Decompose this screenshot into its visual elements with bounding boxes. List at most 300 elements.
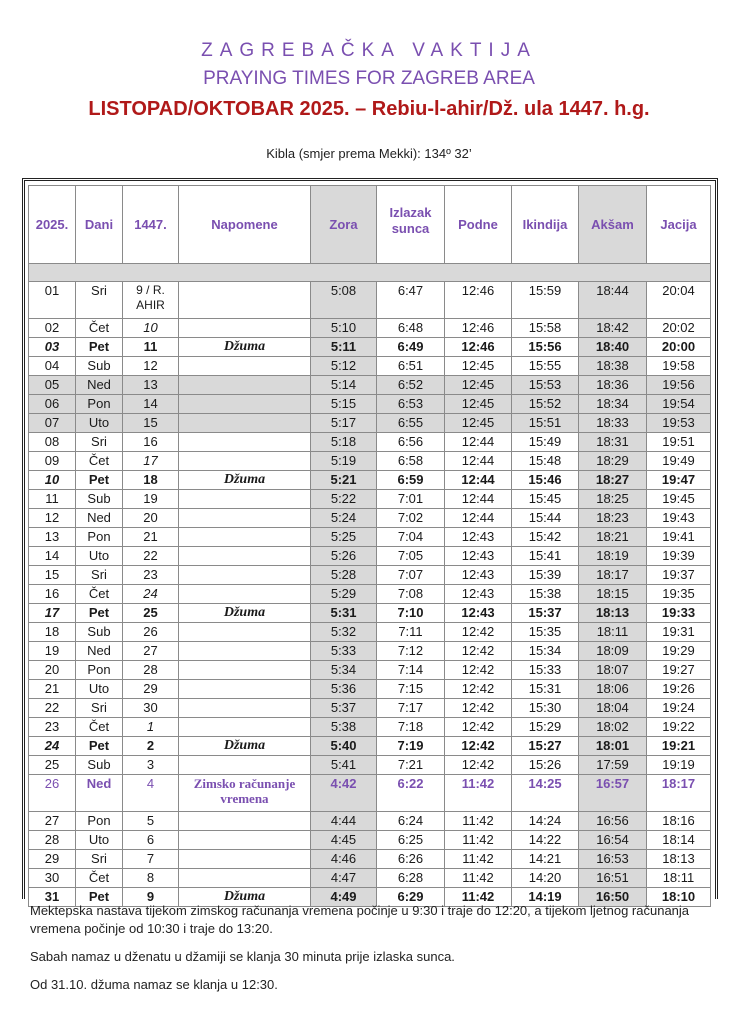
cell-jacija: 19:26	[647, 680, 711, 699]
cell-jacija: 19:33	[647, 604, 711, 623]
cell-hijri: 3	[123, 756, 179, 775]
cell-day: Ned	[76, 509, 123, 528]
footer-notes	[30, 902, 720, 1004]
cell-day: Ned	[76, 642, 123, 661]
cell-ikindija: 15:51	[512, 414, 579, 433]
cell-podne: 12:46	[445, 319, 512, 338]
cell-ikindija: 15:48	[512, 452, 579, 471]
cell-izlazak: 7:02	[377, 509, 445, 528]
cell-ikindija: 15:46	[512, 471, 579, 490]
cell-note	[179, 282, 311, 319]
cell-zora: 4:44	[311, 812, 377, 831]
cell-izlazak: 7:11	[377, 623, 445, 642]
cell-zora: 5:33	[311, 642, 377, 661]
cell-hijri: 25	[123, 604, 179, 623]
cell-ikindija: 15:41	[512, 547, 579, 566]
cell-hijri: 14	[123, 395, 179, 414]
cell-day: Uto	[76, 414, 123, 433]
cell-date: 13	[29, 528, 76, 547]
cell-aksam: 18:04	[579, 699, 647, 718]
cell-jacija: 19:29	[647, 642, 711, 661]
cell-zora: 4:46	[311, 850, 377, 869]
cell-podne: 12:43	[445, 566, 512, 585]
cell-date: 15	[29, 566, 76, 585]
cell-podne: 12:43	[445, 547, 512, 566]
cell-hijri: 9	[123, 888, 179, 907]
cell-ikindija: 15:55	[512, 357, 579, 376]
cell-note	[179, 661, 311, 680]
cell-zora: 5:29	[311, 585, 377, 604]
table-row	[29, 812, 711, 831]
cell-date: 31	[29, 888, 76, 907]
cell-aksam: 18:29	[579, 452, 647, 471]
cell-zora: 5:15	[311, 395, 377, 414]
page-subtitle: PRAYING TIMES FOR ZAGREB AREA	[203, 68, 535, 89]
col-header-year: 2025.	[29, 186, 76, 264]
col-header-ikindija: Ikindija	[512, 186, 579, 264]
cell-izlazak: 6:55	[377, 414, 445, 433]
cell-ikindija: 15:45	[512, 490, 579, 509]
cell-zora: 5:31	[311, 604, 377, 623]
cell-date: 02	[29, 319, 76, 338]
cell-jacija: 19:47	[647, 471, 711, 490]
cell-zora: 5:08	[311, 282, 377, 319]
cell-hijri: 11	[123, 338, 179, 357]
cell-podne: 12:42	[445, 661, 512, 680]
cell-izlazak: 6:56	[377, 433, 445, 452]
cell-izlazak: 6:29	[377, 888, 445, 907]
table-row	[29, 357, 711, 376]
cell-jacija: 19:49	[647, 452, 711, 471]
cell-note	[179, 528, 311, 547]
cell-day: Uto	[76, 680, 123, 699]
cell-ikindija: 14:21	[512, 850, 579, 869]
cell-aksam: 18:01	[579, 737, 647, 756]
cell-date: 07	[29, 414, 76, 433]
cell-zora: 5:24	[311, 509, 377, 528]
table-row	[29, 452, 711, 471]
cell-podne: 12:45	[445, 357, 512, 376]
cell-date: 01	[29, 282, 76, 319]
cell-hijri: 22	[123, 547, 179, 566]
cell-day: Pon	[76, 812, 123, 831]
cell-ikindija: 14:19	[512, 888, 579, 907]
cell-izlazak: 6:25	[377, 831, 445, 850]
cell-note	[179, 680, 311, 699]
cell-izlazak: 7:19	[377, 737, 445, 756]
cell-podne: 12:42	[445, 623, 512, 642]
cell-jacija: 18:10	[647, 888, 711, 907]
cell-jacija: 20:04	[647, 282, 711, 319]
cell-izlazak: 6:26	[377, 850, 445, 869]
table-row	[29, 414, 711, 433]
cell-zora: 4:47	[311, 869, 377, 888]
cell-date: 06	[29, 395, 76, 414]
cell-zora: 5:19	[311, 452, 377, 471]
cell-day: Pon	[76, 395, 123, 414]
cell-hijri: 2	[123, 737, 179, 756]
cell-ikindija: 15:49	[512, 433, 579, 452]
cell-aksam: 18:06	[579, 680, 647, 699]
footer-note-dzuma: Od 31.10. džuma namaz se klanja u 12:30.	[30, 977, 278, 992]
cell-note: Džuma	[179, 604, 311, 623]
cell-jacija: 18:14	[647, 831, 711, 850]
cell-zora: 5:28	[311, 566, 377, 585]
cell-ikindija: 15:26	[512, 756, 579, 775]
kibla-direction: Kibla (smjer prema Mekki): 134º 32’	[266, 146, 472, 161]
cell-day: Čet	[76, 585, 123, 604]
cell-zora: 5:14	[311, 376, 377, 395]
cell-note	[179, 395, 311, 414]
col-header-izlazak: Izlazak sunca	[377, 186, 445, 264]
cell-ikindija: 14:24	[512, 812, 579, 831]
cell-podne: 12:42	[445, 699, 512, 718]
cell-aksam: 16:50	[579, 888, 647, 907]
cell-izlazak: 6:49	[377, 338, 445, 357]
cell-izlazak: 6:52	[377, 376, 445, 395]
cell-podne: 12:46	[445, 282, 512, 319]
cell-podne: 12:45	[445, 395, 512, 414]
cell-hijri: 24	[123, 585, 179, 604]
cell-zora: 5:21	[311, 471, 377, 490]
cell-date: 21	[29, 680, 76, 699]
cell-podne: 12:43	[445, 585, 512, 604]
cell-hijri: 4	[123, 775, 179, 812]
cell-jacija: 18:11	[647, 869, 711, 888]
table-row	[29, 490, 711, 509]
cell-aksam: 18:17	[579, 566, 647, 585]
cell-date: 17	[29, 604, 76, 623]
cell-note	[179, 585, 311, 604]
cell-date: 23	[29, 718, 76, 737]
cell-ikindija: 15:37	[512, 604, 579, 623]
page-title: ZAGREBAČKA VAKTIJA	[201, 40, 537, 61]
cell-zora: 5:18	[311, 433, 377, 452]
cell-ikindija: 14:25	[512, 775, 579, 812]
cell-izlazak: 7:18	[377, 718, 445, 737]
cell-day: Sub	[76, 623, 123, 642]
cell-izlazak: 6:47	[377, 282, 445, 319]
cell-izlazak: 7:12	[377, 642, 445, 661]
table-row	[29, 395, 711, 414]
footer-note-mekteb: Mektepska nastava tijekom zimskog računanja vremena počinje u 9:30 i traje do 12:20, a tijekom ljetnog računanja vremena počinje od 10:30 i traje do 13:20.	[30, 903, 690, 936]
cell-zora: 4:49	[311, 888, 377, 907]
cell-jacija: 18:17	[647, 775, 711, 812]
cell-podne: 11:42	[445, 775, 512, 812]
cell-podne: 11:42	[445, 812, 512, 831]
cell-hijri: 23	[123, 566, 179, 585]
table-row	[29, 756, 711, 775]
cell-note	[179, 831, 311, 850]
cell-izlazak: 7:08	[377, 585, 445, 604]
cell-zora: 5:36	[311, 680, 377, 699]
table-row	[29, 376, 711, 395]
cell-note: Džuma	[179, 888, 311, 907]
cell-jacija: 19:19	[647, 756, 711, 775]
cell-note	[179, 699, 311, 718]
cell-jacija: 19:31	[647, 623, 711, 642]
table-row	[29, 831, 711, 850]
cell-izlazak: 7:04	[377, 528, 445, 547]
cell-zora: 5:38	[311, 718, 377, 737]
cell-day: Pon	[76, 528, 123, 547]
cell-aksam: 18:23	[579, 509, 647, 528]
cell-aksam: 18:19	[579, 547, 647, 566]
cell-day: Sri	[76, 433, 123, 452]
cell-jacija: 19:21	[647, 737, 711, 756]
cell-hijri: 18	[123, 471, 179, 490]
cell-zora: 5:10	[311, 319, 377, 338]
cell-jacija: 19:35	[647, 585, 711, 604]
cell-jacija: 19:43	[647, 509, 711, 528]
cell-ikindija: 15:59	[512, 282, 579, 319]
cell-izlazak: 6:24	[377, 812, 445, 831]
cell-podne: 12:42	[445, 718, 512, 737]
cell-note: Džuma	[179, 471, 311, 490]
cell-jacija: 19:22	[647, 718, 711, 737]
cell-podne: 11:42	[445, 869, 512, 888]
cell-day: Pet	[76, 604, 123, 623]
cell-date: 12	[29, 509, 76, 528]
cell-ikindija: 15:30	[512, 699, 579, 718]
cell-note: Zimsko računanje vremena	[179, 775, 311, 812]
cell-izlazak: 6:58	[377, 452, 445, 471]
cell-jacija: 20:00	[647, 338, 711, 357]
table-row	[29, 547, 711, 566]
cell-note	[179, 642, 311, 661]
cell-hijri: 6	[123, 831, 179, 850]
cell-podne: 12:44	[445, 509, 512, 528]
cell-podne: 12:44	[445, 452, 512, 471]
cell-note	[179, 718, 311, 737]
cell-aksam: 18:11	[579, 623, 647, 642]
cell-ikindija: 15:58	[512, 319, 579, 338]
cell-aksam: 18:44	[579, 282, 647, 319]
header-row	[29, 186, 711, 264]
cell-hijri: 7	[123, 850, 179, 869]
cell-zora: 5:12	[311, 357, 377, 376]
cell-hijri: 15	[123, 414, 179, 433]
cell-date: 16	[29, 585, 76, 604]
cell-jacija: 19:45	[647, 490, 711, 509]
cell-zora: 5:17	[311, 414, 377, 433]
cell-hijri: 9 / R. AHIR	[123, 282, 179, 319]
col-header-jacija: Jacija	[647, 186, 711, 264]
table-row	[29, 319, 711, 338]
cell-aksam: 16:57	[579, 775, 647, 812]
table-row	[29, 680, 711, 699]
table-row	[29, 642, 711, 661]
cell-zora: 5:32	[311, 623, 377, 642]
table-row	[29, 737, 711, 756]
cell-date: 30	[29, 869, 76, 888]
cell-jacija: 19:53	[647, 414, 711, 433]
cell-note: Džuma	[179, 338, 311, 357]
table-row	[29, 566, 711, 585]
cell-zora: 5:40	[311, 737, 377, 756]
cell-hijri: 21	[123, 528, 179, 547]
cell-aksam: 18:07	[579, 661, 647, 680]
table-row	[29, 604, 711, 623]
cell-jacija: 19:37	[647, 566, 711, 585]
table-row	[29, 585, 711, 604]
cell-podne: 12:42	[445, 680, 512, 699]
cell-izlazak: 7:15	[377, 680, 445, 699]
cell-date: 14	[29, 547, 76, 566]
cell-day: Pet	[76, 471, 123, 490]
cell-ikindija: 15:33	[512, 661, 579, 680]
cell-day: Ned	[76, 775, 123, 812]
cell-date: 24	[29, 737, 76, 756]
cell-note	[179, 812, 311, 831]
cell-zora: 5:41	[311, 756, 377, 775]
cell-aksam: 18:02	[579, 718, 647, 737]
cell-day: Uto	[76, 831, 123, 850]
footer-note-sabah: Sabah namaz u dženatu u džamiji se klanja 30 minuta prije izlaska sunca.	[30, 949, 455, 964]
cell-date: 29	[29, 850, 76, 869]
cell-podne: 11:42	[445, 831, 512, 850]
cell-hijri: 20	[123, 509, 179, 528]
table-row	[29, 528, 711, 547]
cell-aksam: 16:56	[579, 812, 647, 831]
col-header-day: Dani	[76, 186, 123, 264]
cell-zora: 4:45	[311, 831, 377, 850]
cell-note	[179, 509, 311, 528]
cell-podne: 11:42	[445, 888, 512, 907]
cell-day: Čet	[76, 452, 123, 471]
cell-aksam: 18:25	[579, 490, 647, 509]
cell-izlazak: 6:22	[377, 775, 445, 812]
cell-zora: 5:25	[311, 528, 377, 547]
table-row	[29, 433, 711, 452]
cell-ikindija: 15:35	[512, 623, 579, 642]
cell-aksam: 18:15	[579, 585, 647, 604]
cell-note	[179, 566, 311, 585]
cell-hijri: 13	[123, 376, 179, 395]
cell-izlazak: 6:59	[377, 471, 445, 490]
cell-note	[179, 452, 311, 471]
cell-zora: 5:34	[311, 661, 377, 680]
cell-izlazak: 7:14	[377, 661, 445, 680]
table-row	[29, 850, 711, 869]
cell-hijri: 5	[123, 812, 179, 831]
cell-date: 03	[29, 338, 76, 357]
cell-date: 05	[29, 376, 76, 395]
cell-day: Sri	[76, 850, 123, 869]
cell-hijri: 30	[123, 699, 179, 718]
cell-hijri: 1	[123, 718, 179, 737]
month-heading: LISTOPAD/OKTOBAR 2025. – Rebiu-l-ahir/Dž. ula 1447. h.g.	[88, 98, 650, 120]
col-header-podne: Podne	[445, 186, 512, 264]
cell-day: Pet	[76, 888, 123, 907]
cell-jacija: 19:58	[647, 357, 711, 376]
cell-note	[179, 623, 311, 642]
cell-date: 27	[29, 812, 76, 831]
cell-hijri: 26	[123, 623, 179, 642]
cell-hijri: 27	[123, 642, 179, 661]
cell-aksam: 18:13	[579, 604, 647, 623]
table-row	[29, 699, 711, 718]
cell-day: Ned	[76, 376, 123, 395]
table-row	[29, 282, 711, 319]
cell-aksam: 18:38	[579, 357, 647, 376]
cell-note	[179, 433, 311, 452]
cell-aksam: 18:31	[579, 433, 647, 452]
cell-day: Čet	[76, 718, 123, 737]
cell-date: 28	[29, 831, 76, 850]
cell-jacija: 18:16	[647, 812, 711, 831]
cell-zora: 5:11	[311, 338, 377, 357]
cell-izlazak: 7:05	[377, 547, 445, 566]
cell-podne: 12:42	[445, 642, 512, 661]
cell-aksam: 18:36	[579, 376, 647, 395]
cell-zora: 4:42	[311, 775, 377, 812]
cell-hijri: 29	[123, 680, 179, 699]
cell-aksam: 18:09	[579, 642, 647, 661]
cell-day: Sri	[76, 699, 123, 718]
table-row	[29, 338, 711, 357]
cell-note	[179, 850, 311, 869]
cell-podne: 11:42	[445, 850, 512, 869]
cell-note	[179, 376, 311, 395]
cell-date: 18	[29, 623, 76, 642]
cell-izlazak: 7:21	[377, 756, 445, 775]
cell-jacija: 19:41	[647, 528, 711, 547]
cell-ikindija: 15:29	[512, 718, 579, 737]
cell-ikindija: 15:56	[512, 338, 579, 357]
cell-izlazak: 7:10	[377, 604, 445, 623]
cell-note: Džuma	[179, 737, 311, 756]
spacer-row	[29, 264, 711, 282]
cell-zora: 5:26	[311, 547, 377, 566]
cell-day: Pon	[76, 661, 123, 680]
cell-izlazak: 6:53	[377, 395, 445, 414]
cell-day: Pet	[76, 338, 123, 357]
cell-izlazak: 6:28	[377, 869, 445, 888]
cell-aksam: 16:53	[579, 850, 647, 869]
cell-aksam: 18:42	[579, 319, 647, 338]
cell-hijri: 12	[123, 357, 179, 376]
cell-date: 11	[29, 490, 76, 509]
col-header-hijri: 1447.	[123, 186, 179, 264]
cell-izlazak: 7:01	[377, 490, 445, 509]
cell-izlazak: 6:48	[377, 319, 445, 338]
col-header-notes: Napomene	[179, 186, 311, 264]
table-row	[29, 661, 711, 680]
cell-podne: 12:45	[445, 376, 512, 395]
cell-ikindija: 15:27	[512, 737, 579, 756]
cell-note	[179, 319, 311, 338]
cell-ikindija: 15:53	[512, 376, 579, 395]
cell-aksam: 17:59	[579, 756, 647, 775]
cell-date: 20	[29, 661, 76, 680]
cell-aksam: 18:27	[579, 471, 647, 490]
cell-date: 10	[29, 471, 76, 490]
cell-jacija: 19:56	[647, 376, 711, 395]
table-body	[29, 282, 711, 907]
cell-hijri: 10	[123, 319, 179, 338]
cell-izlazak: 7:17	[377, 699, 445, 718]
cell-hijri: 28	[123, 661, 179, 680]
col-header-aksam: Akšam	[579, 186, 647, 264]
cell-hijri: 19	[123, 490, 179, 509]
cell-jacija: 20:02	[647, 319, 711, 338]
cell-aksam: 18:21	[579, 528, 647, 547]
cell-jacija: 19:39	[647, 547, 711, 566]
cell-date: 22	[29, 699, 76, 718]
cell-jacija: 19:24	[647, 699, 711, 718]
cell-date: 08	[29, 433, 76, 452]
